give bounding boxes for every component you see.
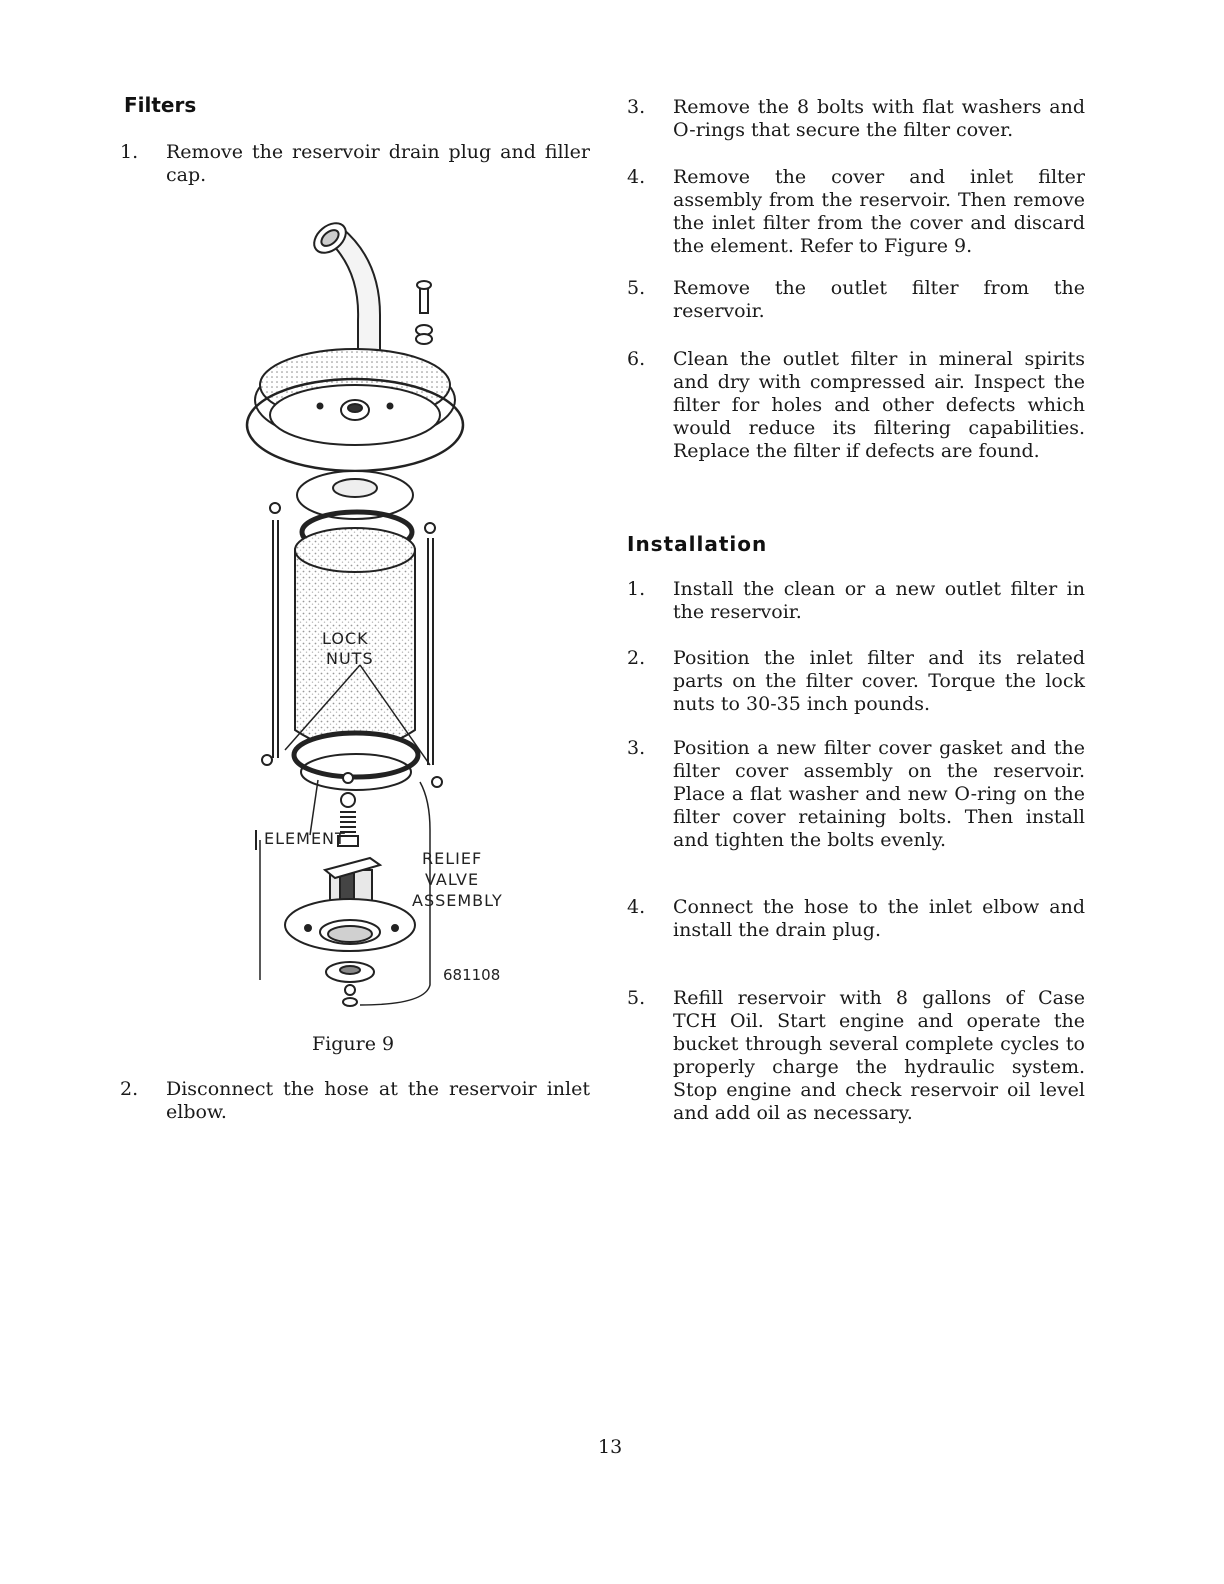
- section-heading-filters: Filters: [124, 93, 197, 117]
- step-text: Refill reservoir with 8 gallons of Case TCH Oil. Start engine and operate the bucket through several complete cycles to properly charge the hydraulic system. Stop engine and check reservoir oil level and add oil as necessary.: [673, 987, 1085, 1124]
- page-number: 13: [598, 1436, 623, 1458]
- figure-9-illustration: [230, 210, 590, 1020]
- label-assembly: ASSEMBLY: [412, 891, 503, 910]
- list-item: [120, 1078, 590, 1128]
- step-text: Remove the reservoir drain plug and filler cap.: [166, 141, 590, 186]
- label-lock: LOCK: [322, 629, 369, 648]
- step-text: Remove the outlet filter from the reservoir.: [673, 277, 1085, 322]
- step-text: Connect the hose to the inlet elbow and install the drain plug.: [673, 896, 1085, 941]
- figure-caption: Figure 9: [312, 1033, 395, 1055]
- step-text: Remove the 8 bolts with flat washers and O-rings that secure the filter cover.: [673, 96, 1085, 141]
- step-number: 4.: [627, 166, 646, 188]
- list-item: [627, 166, 1085, 262]
- label-element: ELEMENT: [264, 829, 346, 848]
- step-text: Install the clean or a new outlet filter in the reservoir.: [673, 578, 1085, 623]
- step-number: 3.: [627, 737, 646, 759]
- stud-right: [425, 523, 442, 787]
- label-part-number: 681108: [443, 966, 501, 984]
- stud-left: [262, 503, 280, 765]
- relief-valve-base: [285, 899, 415, 951]
- list-item: [627, 578, 1085, 628]
- list-item: [627, 348, 1085, 488]
- step-number: 4.: [627, 896, 646, 918]
- step-number: 2.: [627, 647, 646, 669]
- step-number: 5.: [627, 277, 646, 299]
- cover-bolt: [416, 281, 432, 344]
- list-item: [627, 96, 1085, 146]
- list-item: [120, 141, 590, 191]
- step-text: Clean the outlet filter in mineral spirits and dry with compressed air. Inspect the filter for holes and other defects which would reduce its filtering capabilities. Replace the filter if defects are found.: [673, 348, 1085, 462]
- filter-cover: [255, 349, 455, 445]
- list-item: [627, 896, 1085, 946]
- step-text: Position the inlet filter and its related parts on the filter cover. Torque the lock nuts to 30-35 inch pounds.: [673, 647, 1085, 715]
- step-text: Disconnect the hose at the reservoir inlet elbow.: [166, 1078, 590, 1123]
- section-heading-installation: Installation: [627, 532, 768, 556]
- step-number: 3.: [627, 96, 646, 118]
- step-number: 1.: [627, 578, 646, 600]
- step-number: 6.: [627, 348, 646, 370]
- step-text: Remove the cover and inlet filter assembly from the reservoir. Then remove the inlet filter from the cover and discard the element. Refer to Figure 9.: [673, 166, 1085, 257]
- label-valve: VALVE: [425, 870, 480, 889]
- step-number: 1.: [120, 141, 139, 163]
- list-item: [627, 737, 1085, 857]
- list-item: [627, 277, 1085, 327]
- list-item: [627, 987, 1085, 1127]
- label-nuts: NUTS: [326, 649, 374, 668]
- step-number: 2.: [120, 1078, 139, 1100]
- step-text: Position a new filter cover gasket and the filter cover assembly on the reservoir. Place a flat washer and new O-ring on the filter cover retaining bolts. Then install and tighten the bolts evenly.: [673, 737, 1085, 851]
- list-item: [627, 647, 1085, 719]
- step-number: 5.: [627, 987, 646, 1009]
- label-relief: RELIEF: [422, 849, 483, 868]
